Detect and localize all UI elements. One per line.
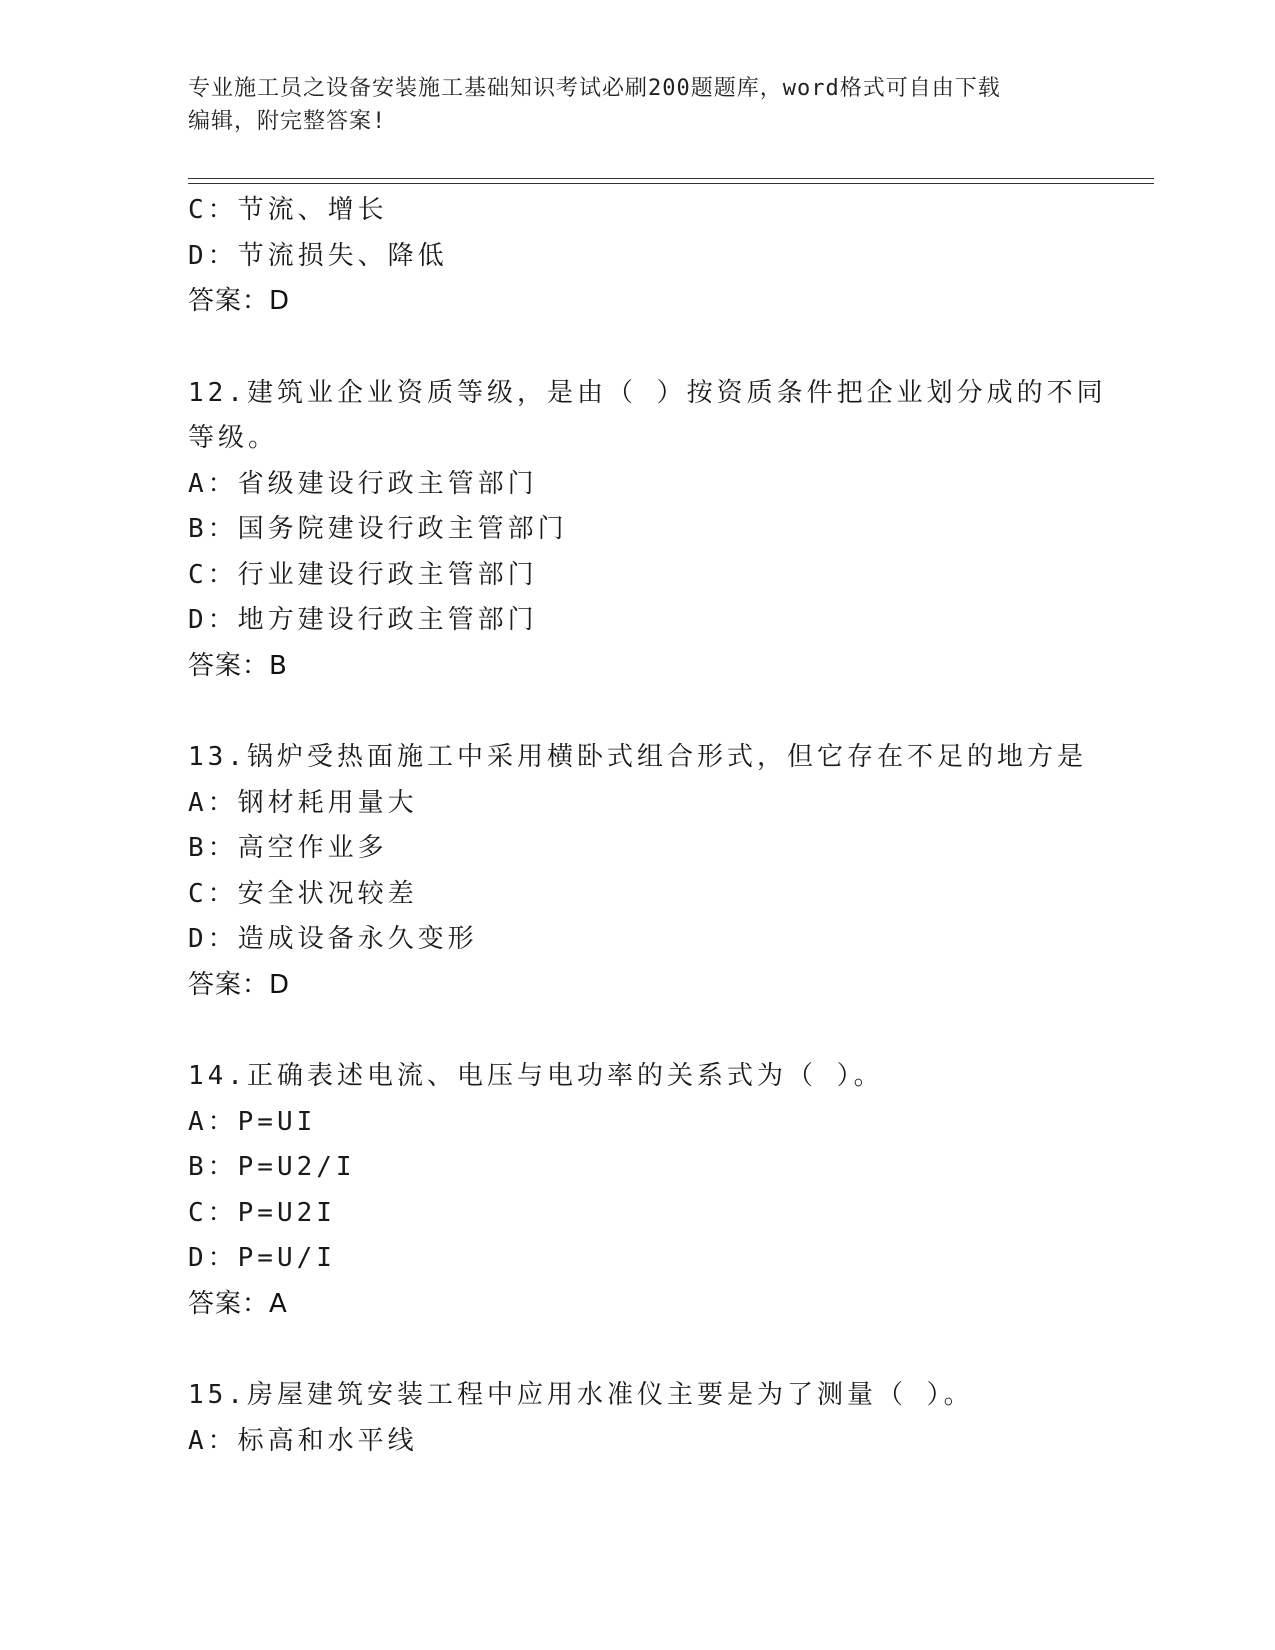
q12-option-b: B：国务院建设行政主管部门 xyxy=(188,514,568,544)
q12-option-c: C：行业建设行政主管部门 xyxy=(188,559,538,590)
header-divider-top xyxy=(188,178,1154,179)
q14-option-a: A：P=UI xyxy=(188,1106,317,1137)
q14-option-d: D：P=U/I xyxy=(188,1243,336,1273)
q15-option-a: A：标高和水平线 xyxy=(188,1425,418,1456)
question-12 xyxy=(188,371,1107,690)
q12-answer: 答案：B xyxy=(188,650,288,681)
q12-stem-line-2: 等级。 xyxy=(188,423,279,453)
q14-answer: 答案：A xyxy=(188,1288,288,1319)
header-title-line-2: 编辑，附完整答案! xyxy=(188,109,387,134)
question-spacer xyxy=(188,1008,1068,1054)
q13-option-d: D：造成设备永久变形 xyxy=(188,924,478,954)
question-14 xyxy=(188,1054,1068,1327)
q11-answer: 答案：D xyxy=(188,286,291,316)
q14-option-c: C：P=U2I xyxy=(188,1197,336,1228)
q11-option-c: C：节流、增长 xyxy=(188,195,388,225)
q12-option-a: A：省级建设行政主管部门 xyxy=(188,468,538,499)
q14-option-b: B：P=U2/I xyxy=(188,1152,356,1182)
q13-stem: 13.锅炉受热面施工中采用横卧式组合形式，但它存在不足的地方是 xyxy=(188,742,1087,772)
q13-option-b: B：高空作业多 xyxy=(188,833,388,863)
header-title-line-1: 专业施工员之设备安装施工基础知识考试必刷200题题库，word格式可自由下载 xyxy=(188,76,1001,101)
q13-answer: 答案：D xyxy=(188,969,291,1000)
q11-option-d: D：节流损失、降低 xyxy=(188,240,448,271)
document-header xyxy=(188,72,1068,138)
question-11-continued xyxy=(188,188,1068,325)
question-spacer xyxy=(188,325,1068,371)
question-13 xyxy=(188,735,1087,1008)
question-15 xyxy=(188,1373,1068,1464)
q13-option-a: A：钢材耗用量大 xyxy=(188,787,418,818)
header-divider-bottom xyxy=(188,183,1154,184)
question-list xyxy=(188,188,1107,1464)
q15-stem: 15.房屋建筑安装工程中应用水准仪主要是为了测量（ ）。 xyxy=(188,1380,974,1410)
question-spacer xyxy=(188,1327,1068,1373)
q12-option-d: D：地方建设行政主管部门 xyxy=(188,605,538,635)
q14-stem: 14.正确表述电流、电压与电功率的关系式为（ ）。 xyxy=(188,1061,884,1091)
question-spacer xyxy=(188,689,1068,735)
q13-option-c: C：安全状况较差 xyxy=(188,878,418,909)
q12-stem-line-1: 12.建筑业企业资质等级，是由（ ）按资质条件把企业划分成的不同 xyxy=(188,377,1107,408)
